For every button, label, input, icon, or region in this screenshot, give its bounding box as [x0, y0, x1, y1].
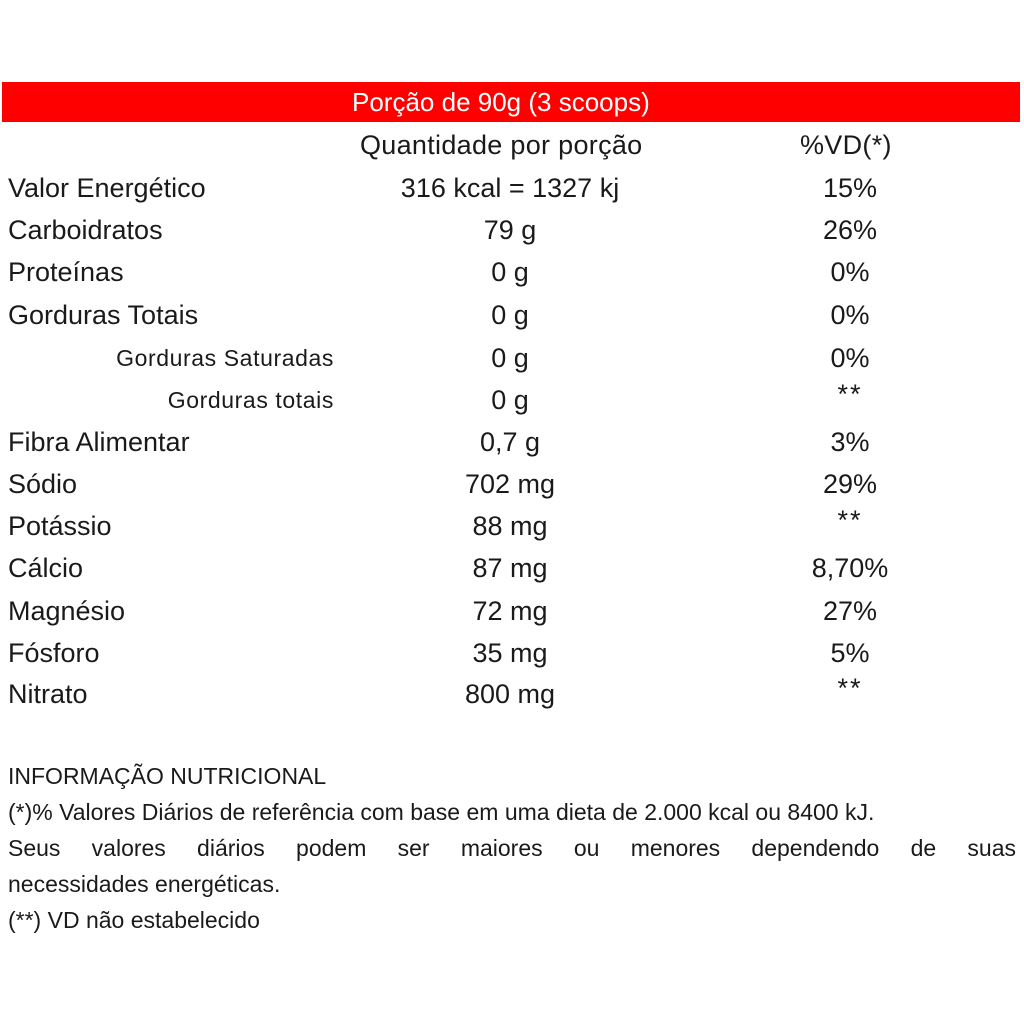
notes-title: INFORMAÇÃO NUTRICIONAL: [8, 763, 327, 789]
nutrient-quantity: 0 g: [491, 385, 529, 415]
nutrient-daily-value: 8,70%: [811, 553, 889, 583]
nutrition-notes: [8, 758, 1016, 938]
nutrient-label: Nitrato: [8, 679, 88, 709]
nutrient-label: Potássio: [8, 511, 112, 541]
nutrient-daily-value: 0%: [830, 300, 870, 330]
nutrient-daily-value: 0%: [830, 343, 870, 373]
table-row: [0, 209, 1024, 251]
nutrient-quantity: 35 mg: [472, 638, 548, 668]
serving-size-header: Porção de 90g (3 scoops): [352, 87, 650, 117]
nutrient-daily-value: 3%: [830, 427, 870, 457]
table-row: [0, 590, 1024, 632]
nutrient-daily-value: 27%: [822, 596, 878, 626]
nutrient-quantity: 316 kcal = 1327 kj: [400, 173, 620, 203]
nutrient-quantity: 0 g: [491, 257, 529, 287]
nutrient-daily-value: 29%: [822, 469, 878, 499]
nutrient-quantity: 88 mg: [472, 511, 548, 541]
table-row: [0, 379, 1024, 421]
nutrient-label: Valor Energético: [8, 173, 206, 203]
table-row: [0, 251, 1024, 293]
nutrient-quantity: 800 mg: [464, 679, 556, 709]
nutrient-label: Gorduras totais: [167, 387, 334, 413]
nutrient-quantity: 72 mg: [472, 596, 548, 626]
table-row: [0, 337, 1024, 379]
nutrient-label: Carboidratos: [8, 215, 163, 245]
nutrient-label: Magnésio: [8, 596, 126, 626]
quantity-column-header: Quantidade por porção: [360, 130, 643, 160]
table-row: [0, 505, 1024, 547]
nutrient-label: Fósforo: [8, 638, 100, 668]
nutrient-label: Fibra Alimentar: [8, 427, 190, 457]
daily-value-column-header: %VD(*): [800, 130, 892, 160]
nutrient-label: Gorduras Totais: [8, 300, 199, 330]
nutrient-quantity: 702 mg: [464, 469, 556, 499]
notes-dv-not-established: (**) VD não estabelecido: [8, 907, 260, 933]
nutrient-label: Sódio: [8, 469, 78, 499]
table-row: [0, 632, 1024, 674]
table-row: [0, 673, 1024, 715]
nutrient-quantity: 87 mg: [472, 553, 548, 583]
nutrient-quantity: 0 g: [491, 300, 529, 330]
nutrient-daily-value: 15%: [822, 173, 878, 203]
table-row: [0, 421, 1024, 463]
nutrient-daily-value: 26%: [822, 215, 878, 245]
nutrient-quantity: 79 g: [483, 215, 537, 245]
notes-variation-line: Seus valores diários podem ser maiores ou menores dependendo de suas: [8, 835, 1016, 861]
nutrient-daily-value: **: [837, 505, 863, 535]
nutrient-label: Cálcio: [8, 553, 84, 583]
table-row: [0, 463, 1024, 505]
nutrient-label: Proteínas: [8, 257, 124, 287]
nutrient-daily-value: 5%: [830, 638, 870, 668]
nutrient-daily-value: 0%: [830, 257, 870, 287]
table-row: [0, 167, 1024, 209]
nutrient-quantity: 0,7 g: [479, 427, 541, 457]
nutrient-label: Gorduras Saturadas: [116, 345, 334, 371]
nutrient-quantity: 0 g: [491, 343, 529, 373]
nutrient-daily-value: **: [837, 379, 863, 409]
notes-energy-needs-line: necessidades energéticas.: [8, 871, 281, 897]
table-row: [0, 547, 1024, 589]
notes-reference-line: (*)% Valores Diários de referência com base em uma dieta de 2.000 kcal ou 8400 kJ.: [8, 799, 875, 825]
nutrient-daily-value: **: [837, 673, 863, 703]
table-row: [0, 294, 1024, 336]
